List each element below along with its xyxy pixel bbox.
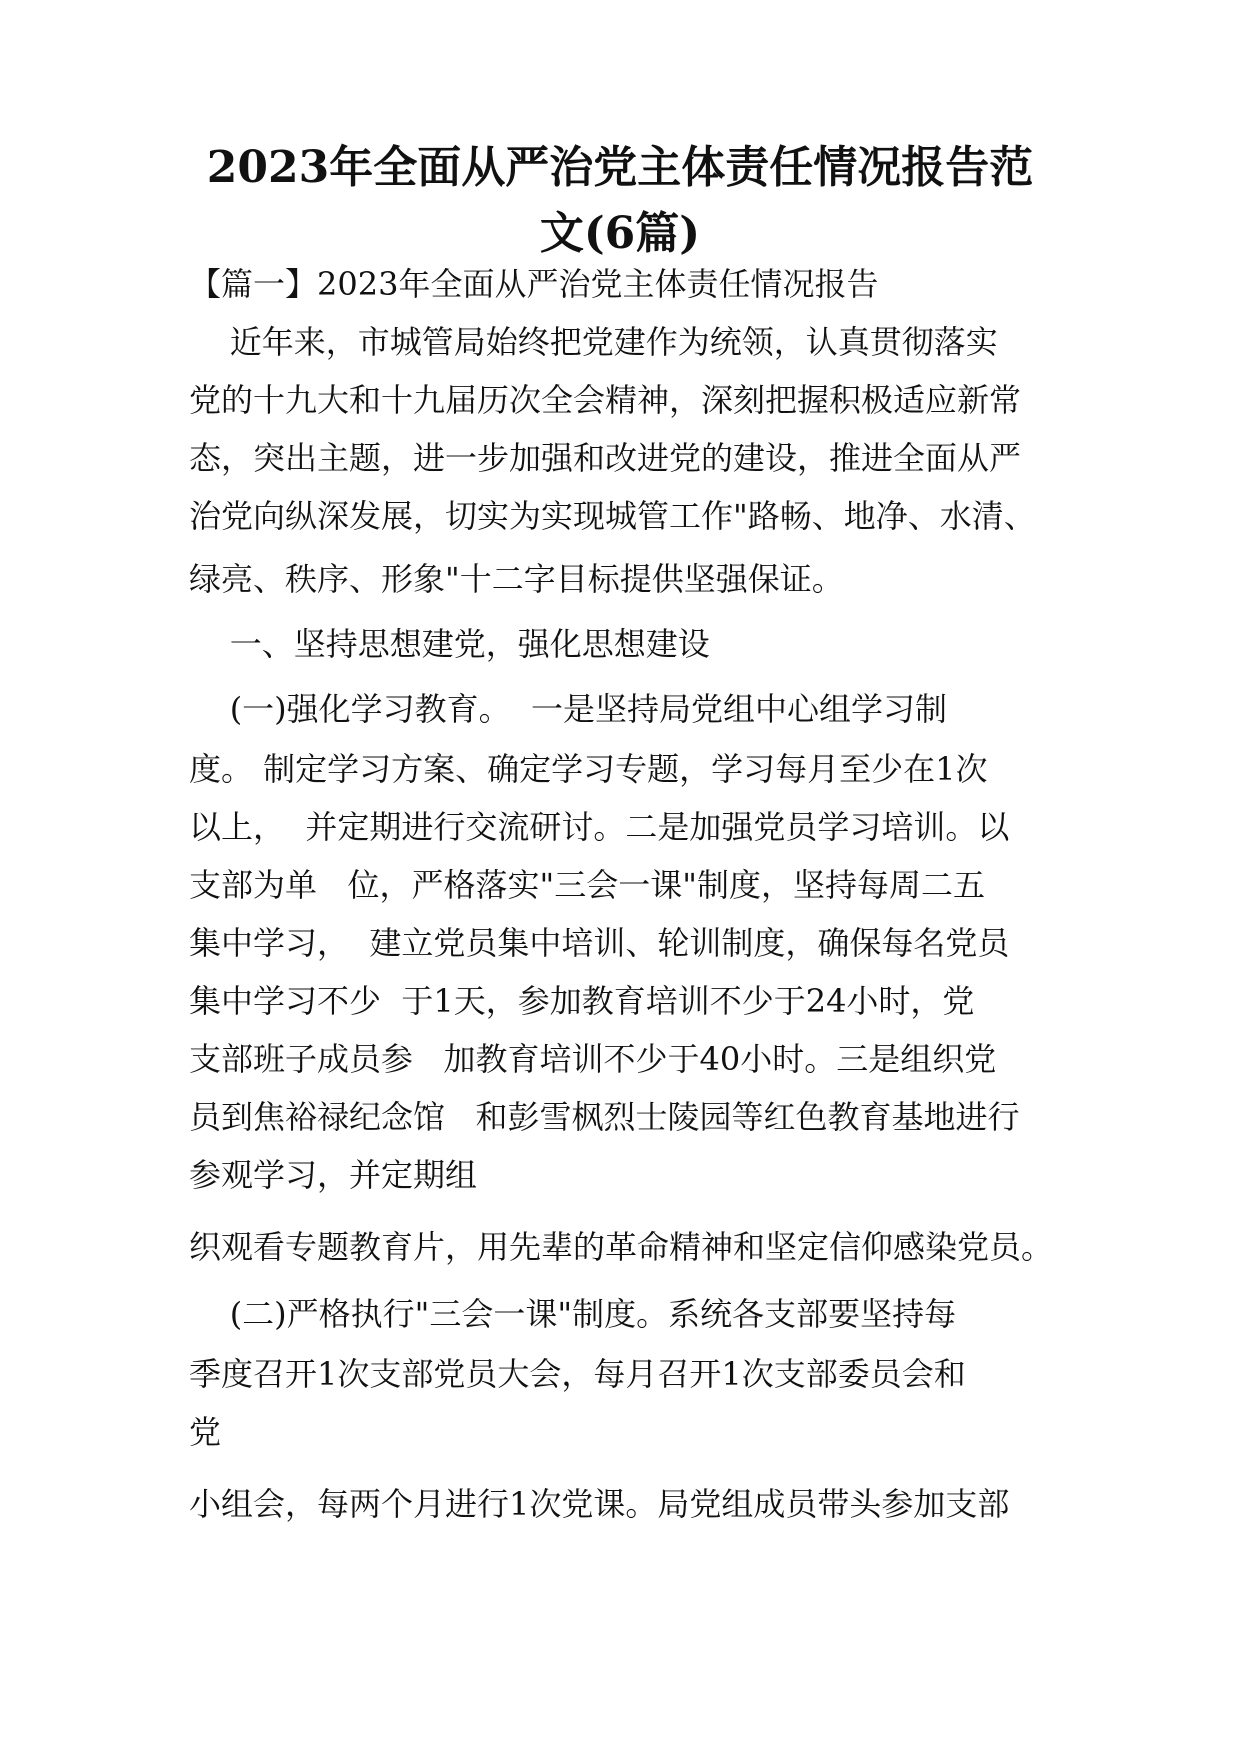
section-heading: 【篇一】2023年全面从严治党主体责任情况报告 bbox=[189, 265, 879, 303]
body-line: 绿亮、秩序、形象"十二字目标提供坚强保证。 bbox=[189, 560, 844, 598]
body-line: 小组会，每两个月进行1次党课。局党组成员带头参加支部 bbox=[189, 1485, 1010, 1523]
body-line: 态，突出主题，进一步加强和改进党的建设，推进全面从严 bbox=[189, 439, 1022, 477]
body-line: 员到焦裕禄纪念馆 和彭雪枫烈士陵园等红色教育基地进行 bbox=[189, 1098, 1020, 1136]
body-line: 支部为单 位，严格落实"三会一课"制度，坚持每周二五 bbox=[189, 866, 985, 904]
body-line: 党 bbox=[189, 1413, 222, 1451]
body-line: 近年来，市城管局始终把党建作为统领，认真贯彻落实 bbox=[189, 323, 998, 361]
body-line: 集中学习， 建立党员集中培训、轮训制度，确保每名党员 bbox=[189, 924, 1010, 962]
body-line: 参观学习，并定期组 bbox=[189, 1156, 478, 1194]
body-line: 季度召开1次支部党员大会，每月召开1次支部委员会和 bbox=[189, 1355, 966, 1393]
body-line: 集中学习不少 于1天，参加教育培训不少于24小时，党 bbox=[189, 982, 975, 1020]
body-line: 以上， 并定期进行交流研讨。二是加强党员学习培训。以 bbox=[189, 808, 1010, 846]
document-title-line-1: 2023年全面从严治党主体责任情况报告范 bbox=[206, 142, 1034, 193]
body-line: 党的十九大和十九届历次全会精神，深刻把握积极适应新常 bbox=[189, 381, 1022, 419]
body-line: 织观看专题教育片，用先辈的革命精神和坚定信仰感染党员。 bbox=[189, 1228, 1054, 1266]
document-title-line-2: 文(6篇) bbox=[539, 208, 701, 259]
body-line: 支部班子成员参 加教育培训不少于40小时。三是组织党 bbox=[189, 1040, 997, 1078]
body-line: 治党向纵深发展，切实为实现城管工作"路畅、地净、水清、 bbox=[189, 497, 1036, 535]
body-line: (一)强化学习教育。 一是坚持局党组中心组学习制 bbox=[189, 690, 948, 728]
body-line: 一、坚持思想建党，强化思想建设 bbox=[189, 625, 710, 663]
body-line: (二)严格执行"三会一课"制度。系统各支部要坚持每 bbox=[189, 1295, 957, 1333]
body-line: 度。 制定学习方案、确定学习专题，学习每月至少在1次 bbox=[189, 750, 988, 788]
